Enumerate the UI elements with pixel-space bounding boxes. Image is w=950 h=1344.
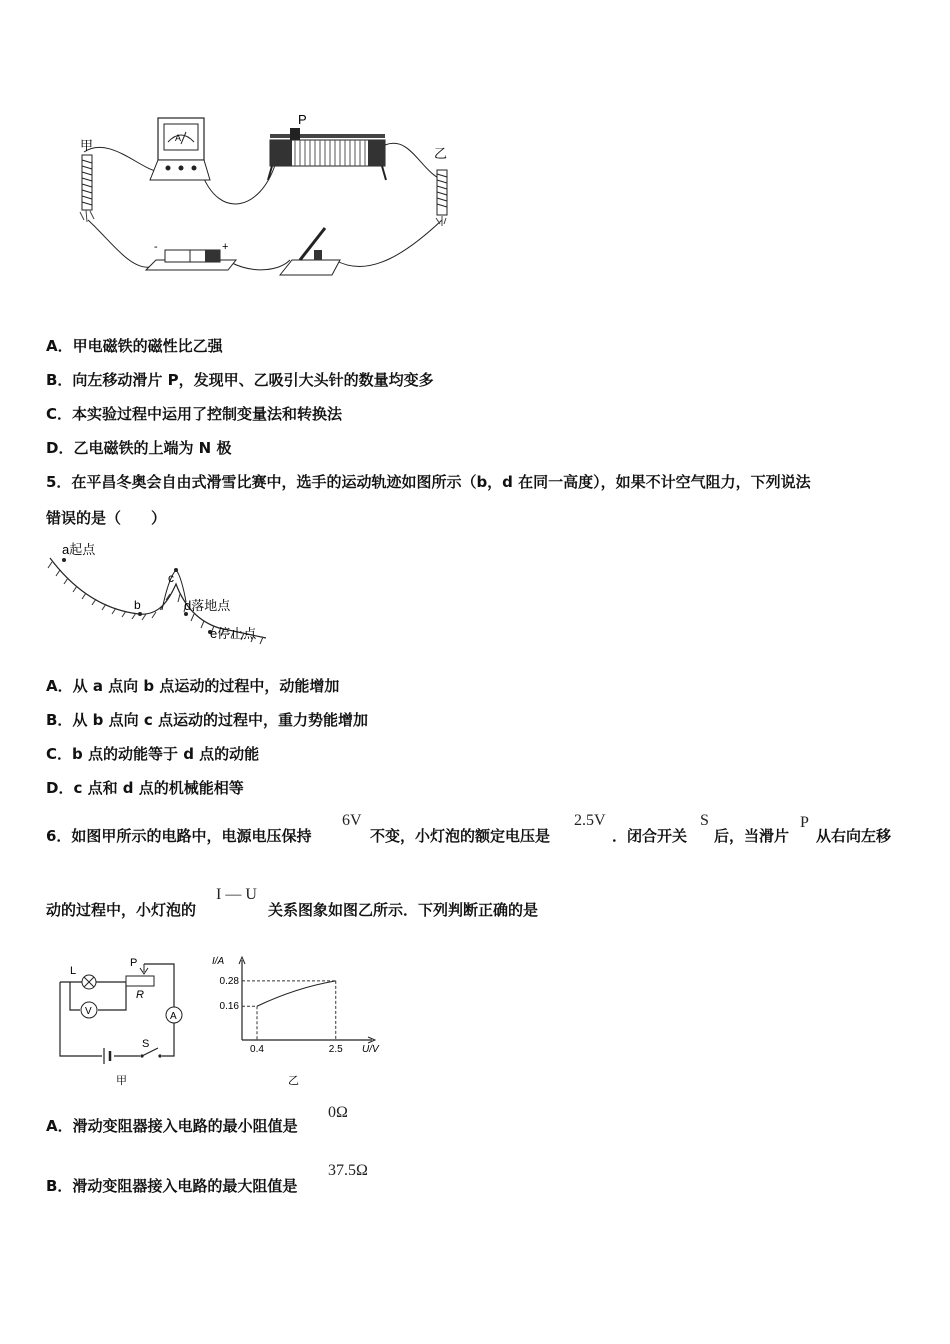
q6-option-b: B．滑动变阻器接入电路的最大阻值是 <box>46 1177 298 1195</box>
q6-math-p: P <box>800 814 809 831</box>
q6-stem-seg5: 从右向左移 <box>816 827 892 845</box>
q4-option-a: A．甲电磁铁的磁性比乙强 <box>46 337 223 355</box>
q6-stem-seg3: ．闭合开关 <box>612 827 688 845</box>
ammeter <box>150 118 210 180</box>
x-tick-25: 2.5 <box>328 1044 343 1055</box>
q4-option-c: C．本实验过程中运用了控制变量法和转换法 <box>46 405 343 423</box>
point-e-label: e停止点 <box>210 626 257 641</box>
q6-math-s: S <box>700 812 709 829</box>
label-jia: 甲 <box>80 138 94 153</box>
y-tick-028: 0.28 <box>219 975 239 987</box>
point-a-label: a起点 <box>62 542 96 557</box>
label-yi: 乙 <box>434 146 448 161</box>
q6-option-a: A．滑动变阻器接入电路的最小阻值是 <box>46 1117 298 1135</box>
graph-y-label: I/A <box>212 956 225 967</box>
q5-option-b: B．从 b 点向 c 点运动的过程中，重力势能增加 <box>46 711 368 729</box>
i-u-curve <box>257 981 336 1006</box>
point-d-label: d落地点 <box>184 598 231 613</box>
q5-option-d: D．c 点和 d 点的机械能相等 <box>46 779 244 797</box>
battery <box>146 241 236 270</box>
q4-option-d: D．乙电磁铁的上端为 N 极 <box>46 439 232 457</box>
q4-option-b: B．向左移动滑片 P，发现甲、乙吸引大头针的数量均变多 <box>46 371 434 389</box>
ski-trajectory-figure <box>44 540 270 646</box>
electromagnet-yi <box>436 170 447 226</box>
lamp-symbol <box>82 975 96 989</box>
point-c-label: c <box>168 571 174 585</box>
circuit-caption: 甲 <box>116 1075 127 1087</box>
electromagnet-jia <box>80 155 94 222</box>
q6-option-a-value: 0Ω <box>328 1104 348 1121</box>
circuit-label-v: V <box>85 1006 92 1017</box>
switch <box>280 228 340 275</box>
q5-stem-line2: 错误的是（ ） <box>46 509 167 527</box>
q5-option-c: C．b 点的动能等于 d 点的动能 <box>46 745 260 763</box>
q6-math-6v: 6V <box>342 812 362 829</box>
graph-caption: 乙 <box>288 1075 299 1087</box>
q6-stem-seg1: 6．如图甲所示的电路中，电源电压保持 <box>46 827 312 845</box>
q5-stem-line1: 5．在平昌冬奥会自由式滑雪比赛中，选手的运动轨迹如图所示（b，d 在同一高度），如果不计空气阻力，下列说法 <box>46 473 811 491</box>
battery-plus: + <box>222 241 229 253</box>
q6-stem-line2a: 动的过程中，小灯泡的 <box>46 901 197 919</box>
circuit-label-r: R <box>136 989 144 1001</box>
x-tick-04: 0.4 <box>250 1044 264 1055</box>
point-b-label: b <box>134 598 141 612</box>
q6-stem-seg4: 后，当滑片 <box>714 827 790 845</box>
circuit-label-a: A <box>170 1011 177 1022</box>
ammeter-letter: A <box>175 133 182 143</box>
q6-option-b-value: 37.5Ω <box>328 1162 368 1179</box>
circuit-label-p: P <box>130 957 138 969</box>
sliding-rheostat <box>268 128 386 180</box>
y-tick-016: 0.16 <box>219 1001 239 1013</box>
circuit-label-s: S <box>142 1038 150 1050</box>
q6-math-i-u: I — U <box>216 886 257 903</box>
battery-symbol <box>104 1048 110 1064</box>
q5-option-a: A．从 a 点向 b 点运动的过程中，动能增加 <box>46 677 340 695</box>
circuit-diagram-jia <box>52 952 192 1092</box>
circuit-label-l: L <box>70 965 77 977</box>
graph-x-label: U/V <box>362 1044 379 1055</box>
q6-stem-seg2: 不变，小灯泡的额定电压是 <box>370 827 551 845</box>
battery-minus: - <box>154 241 158 253</box>
electromagnet-experiment-figure <box>70 110 460 285</box>
label-slider-p: P <box>298 112 307 127</box>
q6-stem-line2b: 关系图象如图乙所示．下列判断正确的是 <box>268 901 539 919</box>
q6-math-2-5v: 2.5V <box>574 812 606 829</box>
i-u-graph-yi <box>206 952 390 1092</box>
